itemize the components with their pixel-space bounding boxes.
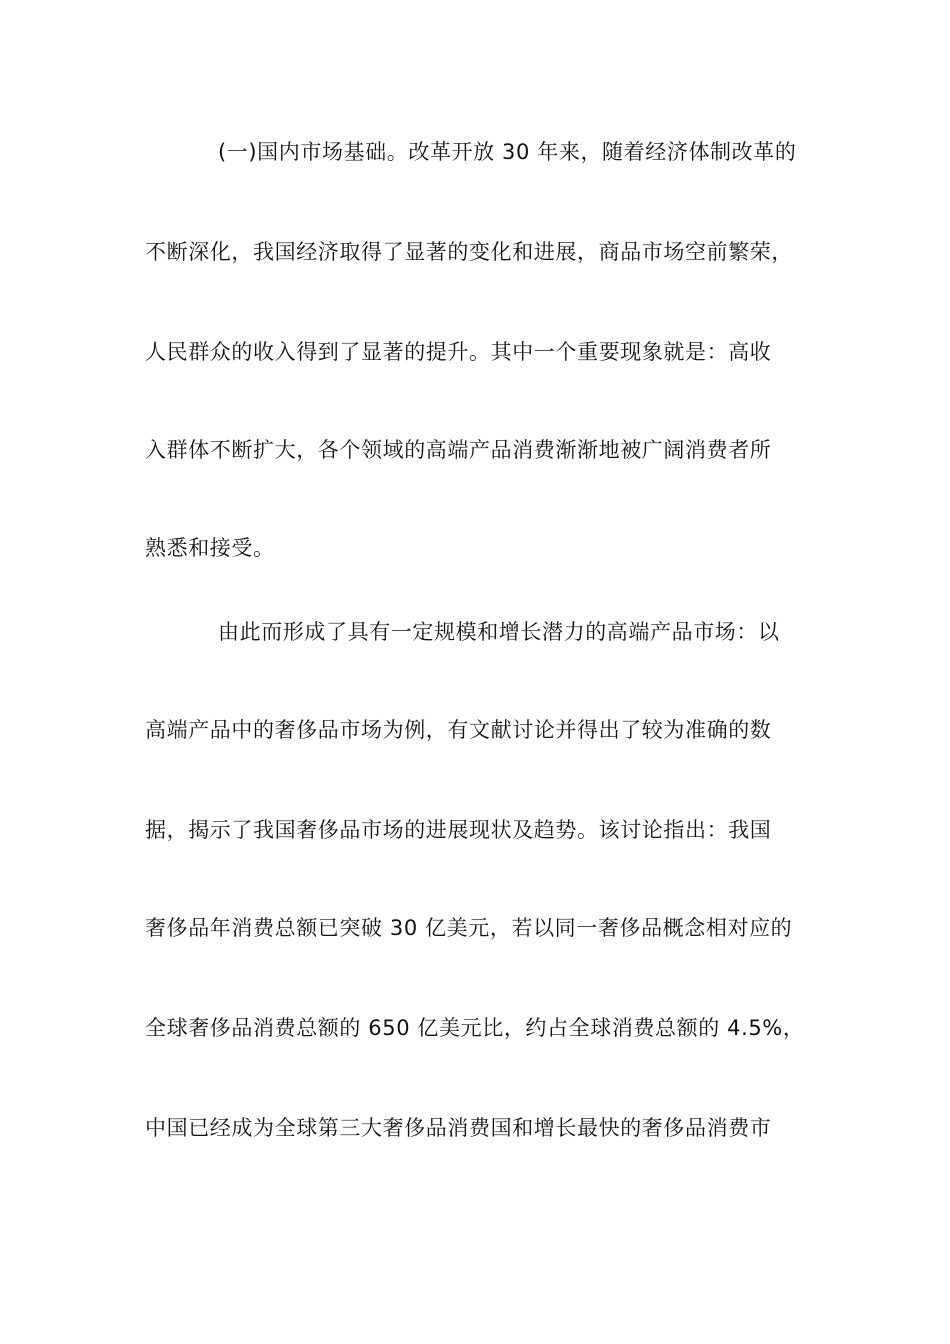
text-line: 人民群众的收入得到了显著的提升。其中一个重要现象就是：高收: [145, 340, 772, 364]
text-line: 高端产品中的奢侈品市场为例，有文献讨论并得出了较为准确的数: [145, 718, 772, 742]
text-line: 全球奢侈品消费总额的 650 亿美元比，约占全球消费总额的 4.5%，: [145, 1016, 805, 1040]
text-line: 奢侈品年消费总额已突破 30 亿美元，若以同一奢侈品概念相对应的: [145, 916, 793, 940]
text-line: 中国已经成为全球第三大奢侈品消费国和增长最快的奢侈品消费市: [145, 1116, 772, 1140]
text-line: 由此而形成了具有一定规模和增长潜力的高端产品市场：以: [218, 620, 780, 644]
text-line: 据，揭示了我国奢侈品市场的进展现状及趋势。该讨论指出：我国: [145, 818, 772, 842]
text-line: 不断深化，我国经济取得了显著的变化和进展，商品市场空前繁荣，: [145, 240, 793, 264]
text-line: 熟悉和接受。: [145, 536, 275, 560]
text-line: (一)国内市场基础。改革开放 30 年来，随着经济体制改革的: [218, 140, 797, 164]
text-line: 入群体不断扩大，各个领域的高端产品消费渐渐地被广阔消费者所: [145, 438, 772, 462]
